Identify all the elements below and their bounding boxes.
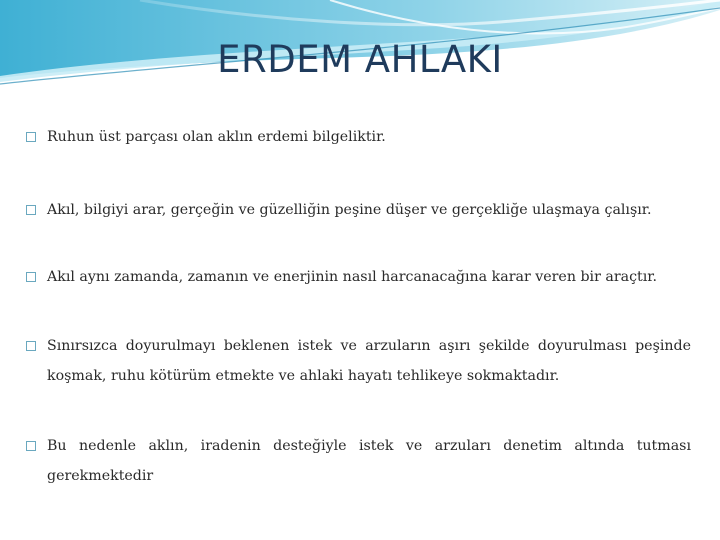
bullet-square-icon [26,132,36,142]
bullet-square-icon [26,441,36,451]
bullet-text: Akıl aynı zamanda, zamanın ve enerjinin nasıl harcanacağına karar veren bir araçtır. [47,269,658,285]
bullet-square-icon [26,205,36,215]
bullet-text: Sınırsızca doyurulmayı beklenen istek ve arzuların aşırı şekilde doyurulması peşinde koşmak, ruhu kötürüm etmekte ve ahlaki hayatı tehlikeye sokmaktadır. [47,338,691,384]
bullet-text: Akıl, bilgiyi arar, gerçeğin ve güzelliğin peşine düşer ve gerçekliğe ulaşmaya çalışır. [47,202,652,218]
bullet-text: Bu nedenle aklın, iradenin desteğiyle istek ve arzuları denetim altında tutması gerekmektedir [47,438,691,484]
bullet-square-icon [26,341,36,351]
slide-title: ERDEM AHLAKI [217,38,503,81]
bullet-text: Ruhun üst parçası olan aklın erdemi bilgeliktir. [47,129,386,145]
bullet-square-icon [26,272,36,282]
